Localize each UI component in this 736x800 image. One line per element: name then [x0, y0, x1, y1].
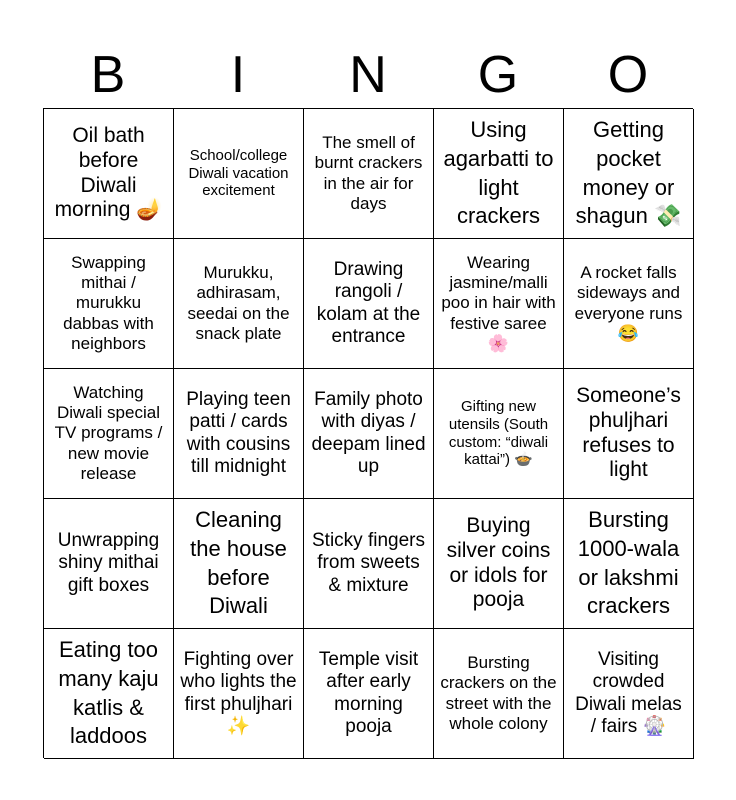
bingo-cell[interactable]: Temple visit after early morning pooja — [304, 629, 434, 759]
bingo-cell[interactable]: Family photo with diyas / deepam lined up — [304, 369, 434, 499]
bingo-cell[interactable]: Playing teen patti / cards with cousins till midnight — [174, 369, 304, 499]
bingo-cell[interactable]: Eating too many kaju katlis & laddoos — [44, 629, 174, 759]
bingo-cell[interactable]: Sticky fingers from sweets & mixture — [304, 499, 434, 629]
header-letter-o: O — [607, 46, 649, 104]
bingo-cell[interactable]: Unwrapping shiny mithai gift boxes — [44, 499, 174, 629]
bingo-cell[interactable]: Watching Diwali special TV programs / new movie release — [44, 369, 174, 499]
bingo-cell[interactable]: Bursting crackers on the street with the whole colony — [434, 629, 564, 759]
header-letter-b: B — [90, 46, 126, 104]
bingo-cell[interactable]: Swapping mithai / murukku dabbas with neighbors — [44, 239, 174, 369]
header-letter-n: N — [349, 46, 387, 104]
bingo-cell[interactable]: Visiting crowded Diwali melas / fairs 🎡 — [564, 629, 694, 759]
bingo-cell[interactable]: Wearing jasmine/malli poo in hair with festive saree 🌸 — [434, 239, 564, 369]
bingo-cell[interactable]: Getting pocket money or shagun 💸 — [564, 109, 694, 239]
bingo-cell[interactable]: Oil bath before Diwali morning 🪔 — [44, 109, 174, 239]
header-letter-i: I — [230, 46, 246, 104]
bingo-cell[interactable]: Drawing rangoli / kolam at the entrance — [304, 239, 434, 369]
bingo-cell[interactable]: Murukku, adhirasam, seedai on the snack plate — [174, 239, 304, 369]
bingo-header — [43, 42, 693, 108]
header-letter-g: G — [477, 46, 519, 104]
bingo-cell[interactable]: Using agarbatti to light crackers — [434, 109, 564, 239]
bingo-cell[interactable]: Bursting 1000-wala or lakshmi crackers — [564, 499, 694, 629]
bingo-cell[interactable]: Buying silver coins or idols for pooja — [434, 499, 564, 629]
bingo-cell[interactable]: Gifting new utensils (South custom: “diwali kattai”) 🍲 — [434, 369, 564, 499]
bingo-card — [43, 108, 693, 758]
bingo-cell[interactable]: Fighting over who lights the first phuljhari ✨ — [174, 629, 304, 759]
bingo-cell[interactable]: Someone’s phuljhari refuses to light — [564, 369, 694, 499]
bingo-cell[interactable]: The smell of burnt crackers in the air for days — [304, 109, 434, 239]
bingo-cell[interactable]: A rocket falls sideways and everyone runs 😂 — [564, 239, 694, 369]
bingo-cell[interactable]: Cleaning the house before Diwali — [174, 499, 304, 629]
bingo-cell[interactable]: School/college Diwali vacation excitement — [174, 109, 304, 239]
